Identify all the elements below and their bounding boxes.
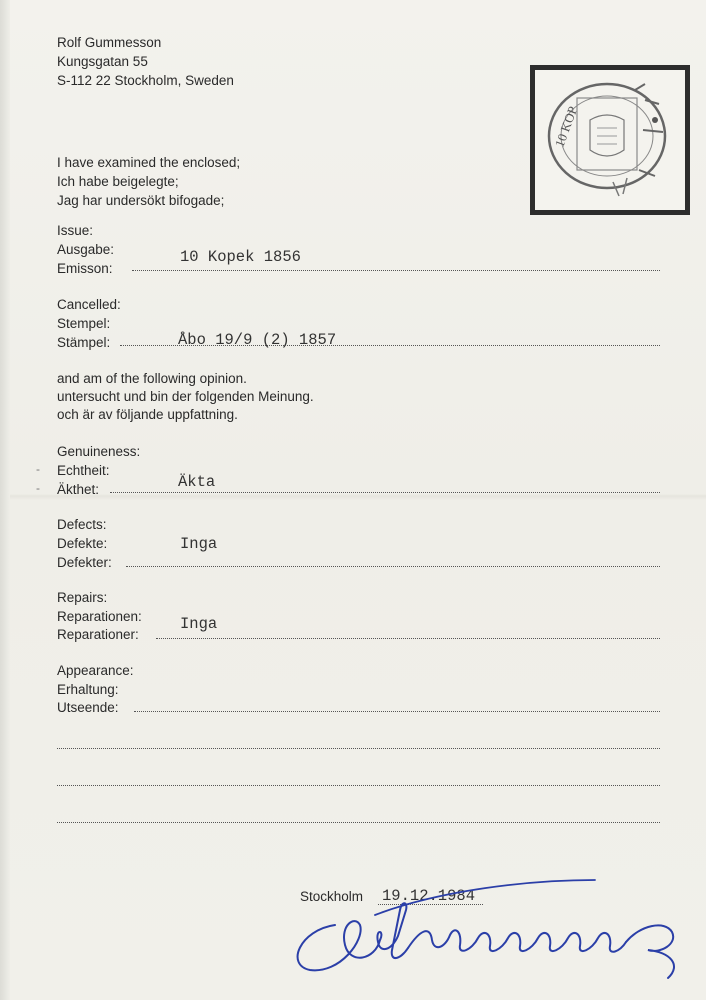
blank-dotted-line (57, 822, 660, 823)
repairs-label-de: Reparationen: (57, 609, 142, 624)
defects-label-de: Defekte: (57, 536, 108, 551)
intro-line-sv: Jag har undersökt bifogade; (57, 193, 225, 208)
appearance-dotted-line (134, 711, 660, 712)
intro-line-en: I have examined the enclosed; (57, 155, 241, 170)
cancelled-label-de: Stempel: (57, 316, 111, 331)
opinion-line-en: and am of the following opinion. (57, 371, 247, 386)
repairs-label-sv: Reparationer: (57, 627, 139, 642)
sender-street: Kungsgatan 55 (57, 54, 148, 69)
defects-label-en: Defects: (57, 517, 107, 532)
defects-dotted-line (126, 566, 660, 567)
appearance-label-sv: Utseende: (57, 700, 119, 715)
stamp-photo (530, 65, 690, 215)
genuineness-dotted-line (110, 492, 660, 493)
issue-label-en: Issue: (57, 223, 94, 238)
blank-dotted-line (57, 785, 660, 786)
issue-label-de: Ausgabe: (57, 242, 115, 257)
issue-label-sv: Emisson: (57, 261, 113, 276)
issue-value: 10 Kopek 1856 (180, 248, 301, 266)
issue-dotted-line (132, 270, 660, 271)
sender-city: S-112 22 Stockholm, Sweden (57, 73, 234, 88)
repairs-dotted-line (156, 638, 660, 639)
intro-line-de: Ich habe beigelegte; (57, 174, 179, 189)
genuineness-value: Äkta (178, 473, 216, 491)
cancelled-dotted-line (120, 345, 660, 346)
appearance-label-en: Appearance: (57, 663, 134, 678)
footer-date: 19.12.1984 (382, 887, 476, 905)
genuineness-label-en: Genuineness: (57, 444, 141, 459)
opinion-line-sv: och är av följande uppfattning. (57, 407, 238, 422)
footer-place: Stockholm (300, 889, 364, 904)
opinion-line-de: untersucht und bin der folgenden Meinung. (57, 389, 314, 404)
margin-tick: - (36, 481, 40, 495)
cancelled-label-en: Cancelled: (57, 297, 121, 312)
postmark-lettering: 10 KOP (551, 104, 581, 150)
cancelled-value: Åbo 19/9 (2) 1857 (178, 331, 337, 349)
repairs-label-en: Repairs: (57, 590, 108, 605)
sender-name: Rolf Gummesson (57, 35, 162, 50)
blank-dotted-line (57, 748, 660, 749)
signature (280, 870, 690, 985)
appearance-label-de: Erhaltung: (57, 682, 119, 697)
postmark-image (535, 70, 685, 210)
cancelled-label-sv: Stämpel: (57, 335, 111, 350)
defects-label-sv: Defekter: (57, 555, 112, 570)
margin-tick: - (36, 462, 40, 476)
paper-edge-shadow (0, 0, 10, 1000)
defects-value: Inga (180, 535, 218, 553)
genuineness-label-sv: Äkthet: (57, 482, 100, 497)
genuineness-label-de: Echtheit: (57, 463, 110, 478)
repairs-value: Inga (180, 615, 218, 633)
